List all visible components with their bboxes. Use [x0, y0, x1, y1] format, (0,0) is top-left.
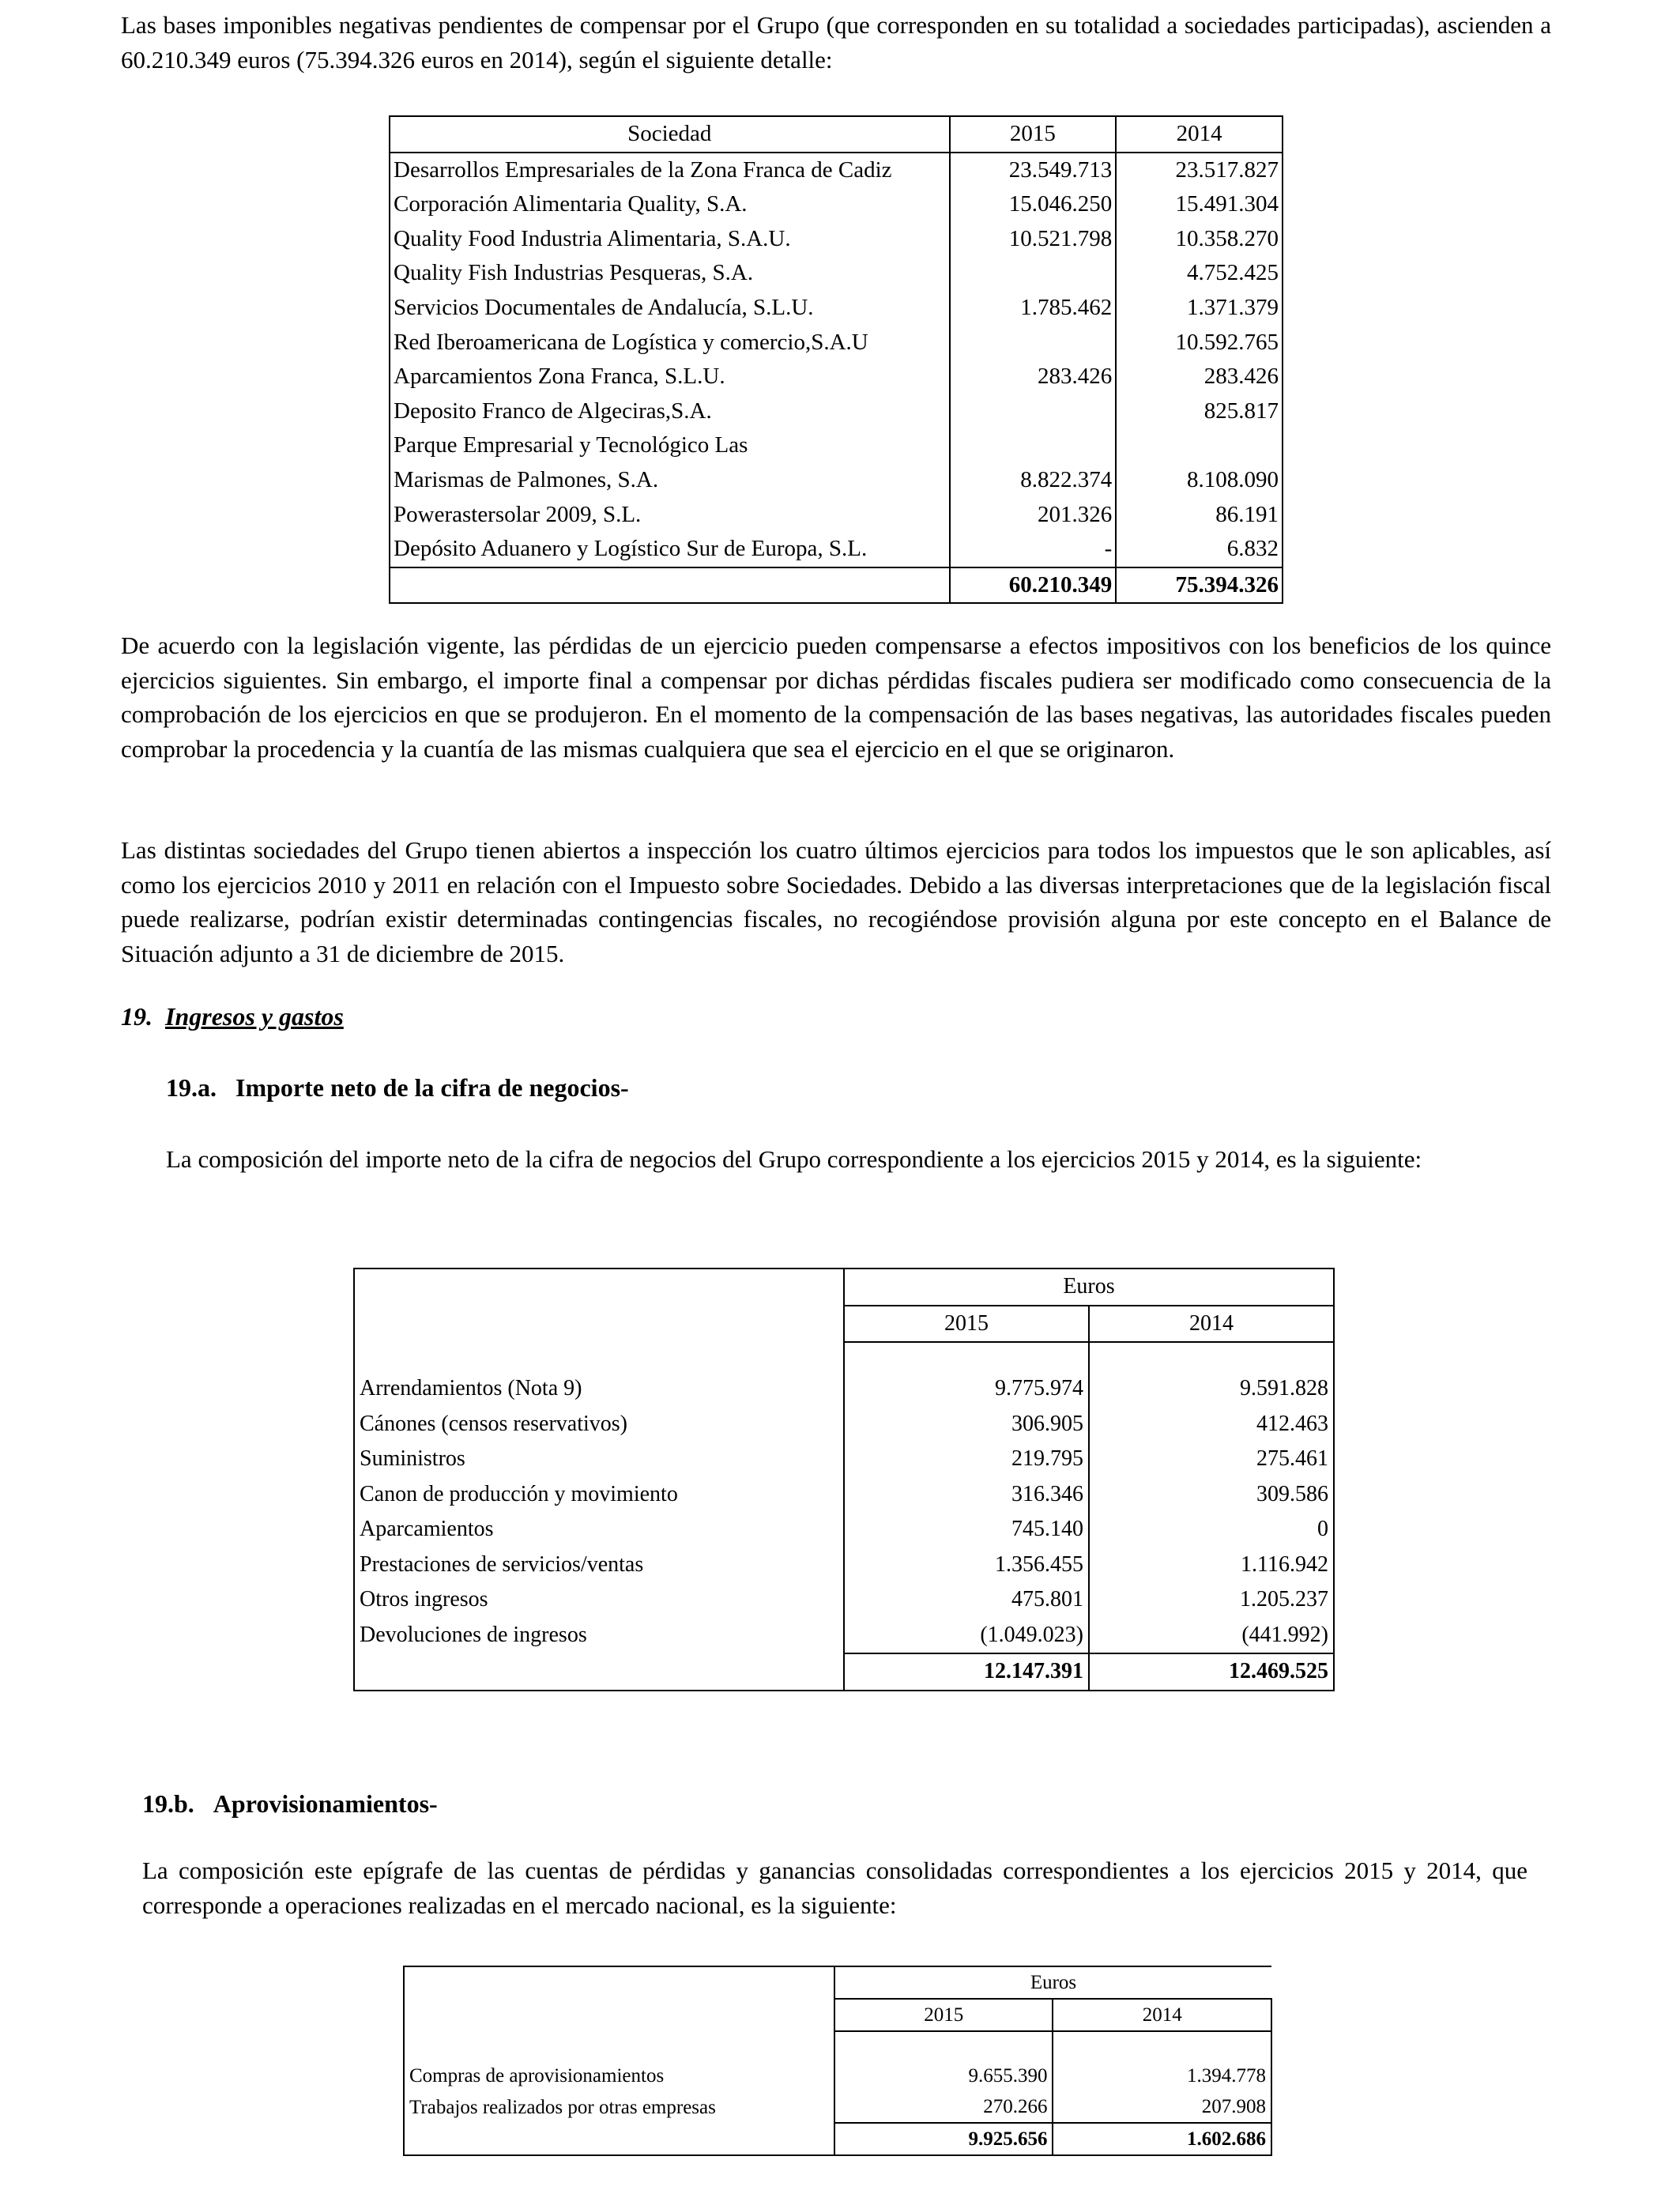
cell-value: 8.108.090 [1116, 463, 1283, 498]
cell-value [950, 394, 1117, 429]
currency-label: Euros [834, 1966, 1271, 1999]
cell-value: 275.461 [1089, 1442, 1334, 1477]
table-row [390, 360, 1283, 394]
subsection-number: 19.b. [142, 1789, 194, 1818]
table-row [390, 187, 1283, 222]
cell-value: 10.358.270 [1116, 222, 1283, 257]
currency-label: Euros [844, 1269, 1334, 1306]
cell-value: 201.326 [950, 498, 1117, 533]
subsection-number: 19.a. [166, 1073, 217, 1102]
cell-value [950, 326, 1117, 360]
row-label: Otros ingresos [354, 1582, 844, 1618]
cell-value [950, 256, 1117, 291]
column-header: 2015 [950, 116, 1117, 153]
table-row [354, 1618, 1334, 1654]
row-label: Suministros [354, 1442, 844, 1477]
table-header-row [390, 116, 1283, 153]
total-row [390, 567, 1283, 604]
row-label: Aparcamientos Zona Franca, S.L.U. [390, 360, 950, 394]
cell-value: (1.049.023) [844, 1618, 1089, 1654]
row-label: Quality Fish Industrias Pesqueras, S.A. [390, 256, 950, 291]
cell-value: 9.775.974 [844, 1371, 1089, 1407]
row-label: Devoluciones de ingresos [354, 1618, 844, 1654]
total-value: 12.469.525 [1089, 1653, 1334, 1691]
table-row [390, 463, 1283, 498]
cell-value: 8.822.374 [950, 463, 1117, 498]
total-row [404, 2123, 1271, 2155]
cell-value: 316.346 [844, 1477, 1089, 1513]
table-row [390, 532, 1283, 567]
total-value: 9.925.656 [834, 2123, 1053, 2155]
column-header: Sociedad [390, 116, 950, 153]
tax-loss-table [389, 115, 1283, 604]
year-header: 2014 [1089, 1306, 1334, 1343]
cell-value: 9.655.390 [834, 2060, 1053, 2091]
revenue-paragraph: La composición del importe neto de la cifra de negocios del Grupo correspondiente a los ejercicios 2015 y 2014, es la siguiente: [166, 1145, 1422, 1173]
row-label: Canon de producción y movimiento [354, 1477, 844, 1513]
row-label: Trabajos realizados por otras empresas [404, 2091, 834, 2123]
cell-value: 825.817 [1116, 394, 1283, 429]
cell-value: 86.191 [1116, 498, 1283, 533]
cell-value: 219.795 [844, 1442, 1089, 1477]
row-label: Marismas de Palmones, S.A. [390, 463, 950, 498]
row-label: Deposito Franco de Algeciras,S.A. [390, 394, 950, 429]
cell-value [950, 428, 1117, 463]
total-label [354, 1653, 844, 1691]
compensation-paragraph: De acuerdo con la legislación vigente, las pérdidas de un ejercicio pueden compensarse a efectos impositivos con los beneficios de los quince ejercicios siguientes. Sin embargo, el importe final a compensar por dichas pérdidas fiscales pudiera ser modificado como consecuencia de la comprobación de los ejercicios en que se produjeron. En el momento de la compensación de las bases negativas, las autoridades fiscales pueden comprobar la procedencia y la cuantía de las mismas cualquiera que sea el ejercicio en el que se originaron. [121, 631, 1551, 763]
subsection-19a-heading [166, 1073, 629, 1103]
section-title: Ingresos y gastos [165, 1002, 344, 1031]
cell-value: 475.801 [844, 1582, 1089, 1618]
cell-value: 207.908 [1053, 2091, 1271, 2123]
subsection-19b-heading [142, 1789, 438, 1819]
cell-value: 1.356.455 [844, 1547, 1089, 1583]
row-label: Arrendamientos (Nota 9) [354, 1371, 844, 1407]
row-label: Powerastersolar 2009, S.L. [390, 498, 950, 533]
procurement-paragraph: La composición este epígrafe de las cuentas de pérdidas y ganancias consolidadas correspondientes a los ejercicios 2015 y 2014, que corresponde a operaciones realizadas en el mercado nacional, es la siguiente: [142, 1857, 1527, 1919]
cell-value: 283.426 [950, 360, 1117, 394]
row-label: Compras de aprovisionamientos [404, 2060, 834, 2091]
currency-row [354, 1269, 1334, 1306]
table-row [390, 428, 1283, 463]
cell-value: 10.592.765 [1116, 326, 1283, 360]
year-header: 2015 [834, 1999, 1053, 2031]
row-label: Servicios Documentales de Andalucía, S.L.U. [390, 291, 950, 326]
row-label: Parque Empresarial y Tecnológico Las [390, 428, 950, 463]
years-row [404, 1999, 1271, 2031]
row-label: Corporación Alimentaria Quality, S.A. [390, 187, 950, 222]
table-row [404, 2091, 1271, 2123]
total-row [354, 1653, 1334, 1691]
cell-value: 15.046.250 [950, 187, 1117, 222]
cell-value: (441.992) [1089, 1618, 1334, 1654]
table-row [404, 2060, 1271, 2091]
intro-paragraph: Las bases imponibles negativas pendientes de compensar por el Grupo (que corresponden en su totalidad a sociedades participadas), ascienden a 60.210.349 euros (75.394.326 euros en 2014), según el siguiente detalle: [121, 11, 1551, 74]
cell-value: 1.371.379 [1116, 291, 1283, 326]
table-row [354, 1442, 1334, 1477]
table-row [390, 222, 1283, 257]
revenue-table [353, 1268, 1335, 1691]
year-header: 2014 [1053, 1999, 1271, 2031]
cell-value: 1.785.462 [950, 291, 1117, 326]
column-header: 2014 [1116, 116, 1283, 153]
table-row [354, 1477, 1334, 1513]
total-value: 12.147.391 [844, 1653, 1089, 1691]
row-label: Desarrollos Empresariales de la Zona Franca de Cadiz [390, 153, 950, 188]
cell-value: 309.586 [1089, 1477, 1334, 1513]
currency-row [404, 1966, 1271, 1999]
cell-value: 1.116.942 [1089, 1547, 1334, 1583]
table-row [390, 291, 1283, 326]
table-row [390, 256, 1283, 291]
total-value: 1.602.686 [1053, 2123, 1271, 2155]
table-row [354, 1407, 1334, 1442]
year-header: 2015 [844, 1306, 1089, 1343]
years-row [354, 1306, 1334, 1343]
cell-value: 23.549.713 [950, 153, 1117, 188]
cell-value: 15.491.304 [1116, 187, 1283, 222]
cell-value: 9.591.828 [1089, 1371, 1334, 1407]
subsection-title: Aprovisionamientos- [213, 1789, 438, 1818]
cell-value: 283.426 [1116, 360, 1283, 394]
row-label: Cánones (censos reservativos) [354, 1407, 844, 1442]
subsection-title: Importe neto de la cifra de negocios- [235, 1073, 629, 1102]
total-label [404, 2123, 834, 2155]
table-row [390, 394, 1283, 429]
table-row [390, 326, 1283, 360]
inspection-paragraph: Las distintas sociedades del Grupo tienen abiertos a inspección los cuatro últimos ejercicios para todos los impuestos que le son aplicables, así como los ejercicios 2010 y 2011 en relación con el Impuesto sobre Sociedades. Debido a las diversas interpretaciones que de la legislación fiscal puede realizarse, podrían existir determinadas contingencias fiscales, no recogiéndose provisión alguna por este concepto en el Balance de Situación adjunto a 31 de diciembre de 2015. [121, 836, 1551, 967]
cell-value: 1.205.237 [1089, 1582, 1334, 1618]
cell-value: 1.394.778 [1053, 2060, 1271, 2091]
table-row [390, 498, 1283, 533]
table-row [354, 1547, 1334, 1583]
cell-value: 6.832 [1116, 532, 1283, 567]
total-value: 75.394.326 [1116, 567, 1283, 604]
row-label: Aparcamientos [354, 1512, 844, 1547]
cell-value: 412.463 [1089, 1407, 1334, 1442]
table-row [354, 1582, 1334, 1618]
procurement-table [403, 1966, 1272, 2156]
cell-value: 23.517.827 [1116, 153, 1283, 188]
row-label: Red Iberoamericana de Logística y comercio,S.A.U [390, 326, 950, 360]
cell-value: 270.266 [834, 2091, 1053, 2123]
total-label [390, 567, 950, 604]
cell-value: 0 [1089, 1512, 1334, 1547]
cell-value [1116, 428, 1283, 463]
row-label: Prestaciones de servicios/ventas [354, 1547, 844, 1583]
cell-value: 745.140 [844, 1512, 1089, 1547]
cell-value: 10.521.798 [950, 222, 1117, 257]
cell-value: - [950, 532, 1117, 567]
section-number: 19. [121, 1002, 153, 1031]
table-row [390, 153, 1283, 188]
section-19-heading [121, 1002, 344, 1031]
total-value: 60.210.349 [950, 567, 1117, 604]
cell-value: 4.752.425 [1116, 256, 1283, 291]
row-label: Quality Food Industria Alimentaria, S.A.U. [390, 222, 950, 257]
table-row [354, 1512, 1334, 1547]
table-row [354, 1371, 1334, 1407]
row-label: Depósito Aduanero y Logístico Sur de Europa, S.L. [390, 532, 950, 567]
cell-value: 306.905 [844, 1407, 1089, 1442]
